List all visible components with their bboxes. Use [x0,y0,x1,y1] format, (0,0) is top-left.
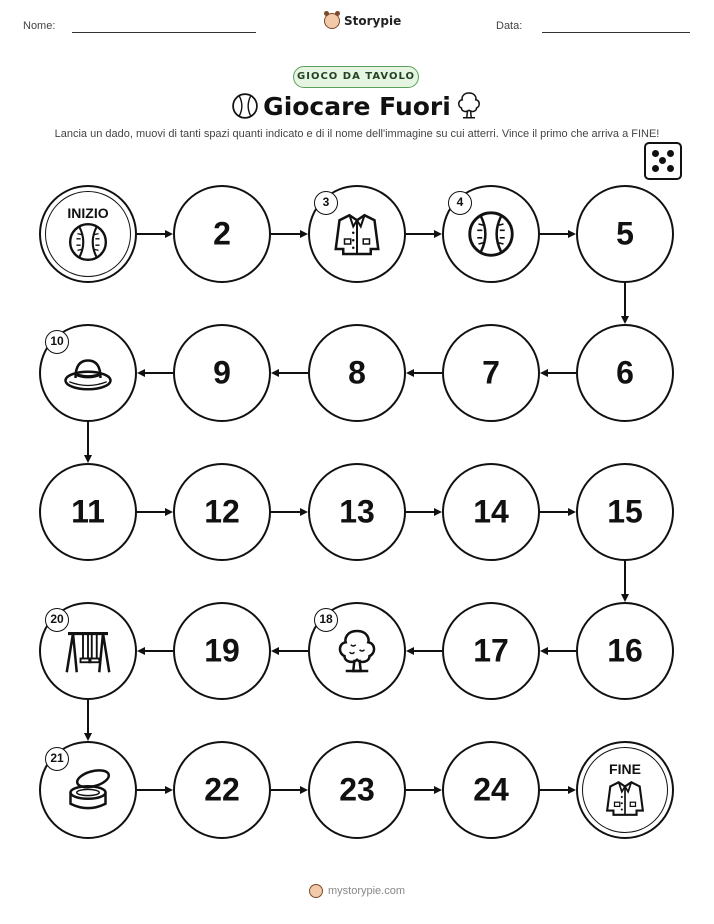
board-space-10 [39,324,137,422]
path-arrow [84,700,92,741]
baseball-icon [466,209,516,259]
path-arrow [137,230,173,238]
page-title: Giocare Fuori [263,92,451,121]
footer [309,884,405,898]
date-label: Data: [496,20,523,32]
path-arrow [406,369,442,377]
jacket-icon [332,209,382,259]
board-space-6 [576,324,674,422]
path-arrow [621,561,629,602]
board-space-3 [308,185,406,283]
board-space-number: 14 [473,493,509,530]
path-arrow [84,422,92,463]
board-space-label: FINE [609,761,641,777]
board-space-number-badge: 18 [314,608,338,632]
board-space-number: 23 [339,771,375,808]
board-space-number: 16 [607,632,643,669]
board-space-number: 7 [482,354,500,391]
swing-icon [63,626,113,676]
path-arrow [540,647,576,655]
board-space-number: 11 [71,493,105,530]
board-space-12 [173,463,271,561]
board-space-number: 12 [204,493,240,530]
board-space-number-badge: 21 [45,747,69,771]
path-arrow [621,283,629,324]
sun-hat-icon [63,348,113,398]
board-space-number: 13 [339,493,375,530]
name-label: Nome: [23,20,56,32]
board-space-16 [576,602,674,700]
board-space-2 [173,185,271,283]
path-arrow [271,369,308,377]
path-arrow [406,647,442,655]
path-arrow [271,230,308,238]
path-arrow [137,786,173,794]
tree-icon [332,626,382,676]
path-arrow [137,369,173,377]
board-space-4 [442,185,540,283]
board-space-number: 9 [213,354,231,391]
path-arrow [406,508,442,516]
board-space-20 [39,602,137,700]
board-space-inizio [39,185,137,283]
board-space-22 [173,741,271,839]
path-arrow [406,230,442,238]
path-arrow [137,508,173,516]
board-space-number: 8 [348,354,366,391]
board-space-label: INIZIO [67,205,109,221]
board-space-13 [308,463,406,561]
instructions: Lancia un dado, muovi di tanti spazi quanti indicato e di il nome dell'immagine su cui atterri. Vince il primo che arriva a FINE! [54,128,660,140]
board-space-21 [39,741,137,839]
board-space-number: 17 [473,632,509,669]
board-space-17 [442,602,540,700]
path-arrow [271,647,308,655]
board-space-5 [576,185,674,283]
storypie-footer-icon [309,884,323,898]
jacket-icon [604,777,646,819]
board-space-number: 24 [473,771,509,808]
board-space-number: 5 [616,215,634,252]
board-space-7 [442,324,540,422]
path-arrow [540,369,576,377]
board-space-23 [308,741,406,839]
board-space-number: 6 [616,354,634,391]
board-space-number-badge: 20 [45,608,69,632]
path-arrow [540,508,576,516]
board-space-number-badge: 3 [314,191,338,215]
path-arrow [271,786,308,794]
footer-site: mystorypie.com [328,885,406,897]
board-space-number: 22 [204,771,240,808]
board-space-14 [442,463,540,561]
board-space-number: 15 [607,493,643,530]
board-space-19 [173,602,271,700]
category-badge: GIOCO DA TAVOLO [293,66,419,88]
board-space-18 [308,602,406,700]
sunscreen-jar-icon [63,765,113,815]
board-space-number: 19 [204,632,240,669]
board-space-8 [308,324,406,422]
board-space-number-badge: 4 [448,191,472,215]
baseball-icon [67,221,109,263]
board-space-number-badge: 10 [45,330,69,354]
board-space-9 [173,324,271,422]
board-space-11 [39,463,137,561]
board-space-15 [576,463,674,561]
path-arrow [271,508,308,516]
path-arrow [540,786,576,794]
board-space-fine [576,741,674,839]
path-arrow [540,230,576,238]
path-arrow [406,786,442,794]
path-arrow [137,647,173,655]
board-space-number: 2 [213,215,231,252]
brand-name: Storypie [344,14,402,28]
board-space-24 [442,741,540,839]
